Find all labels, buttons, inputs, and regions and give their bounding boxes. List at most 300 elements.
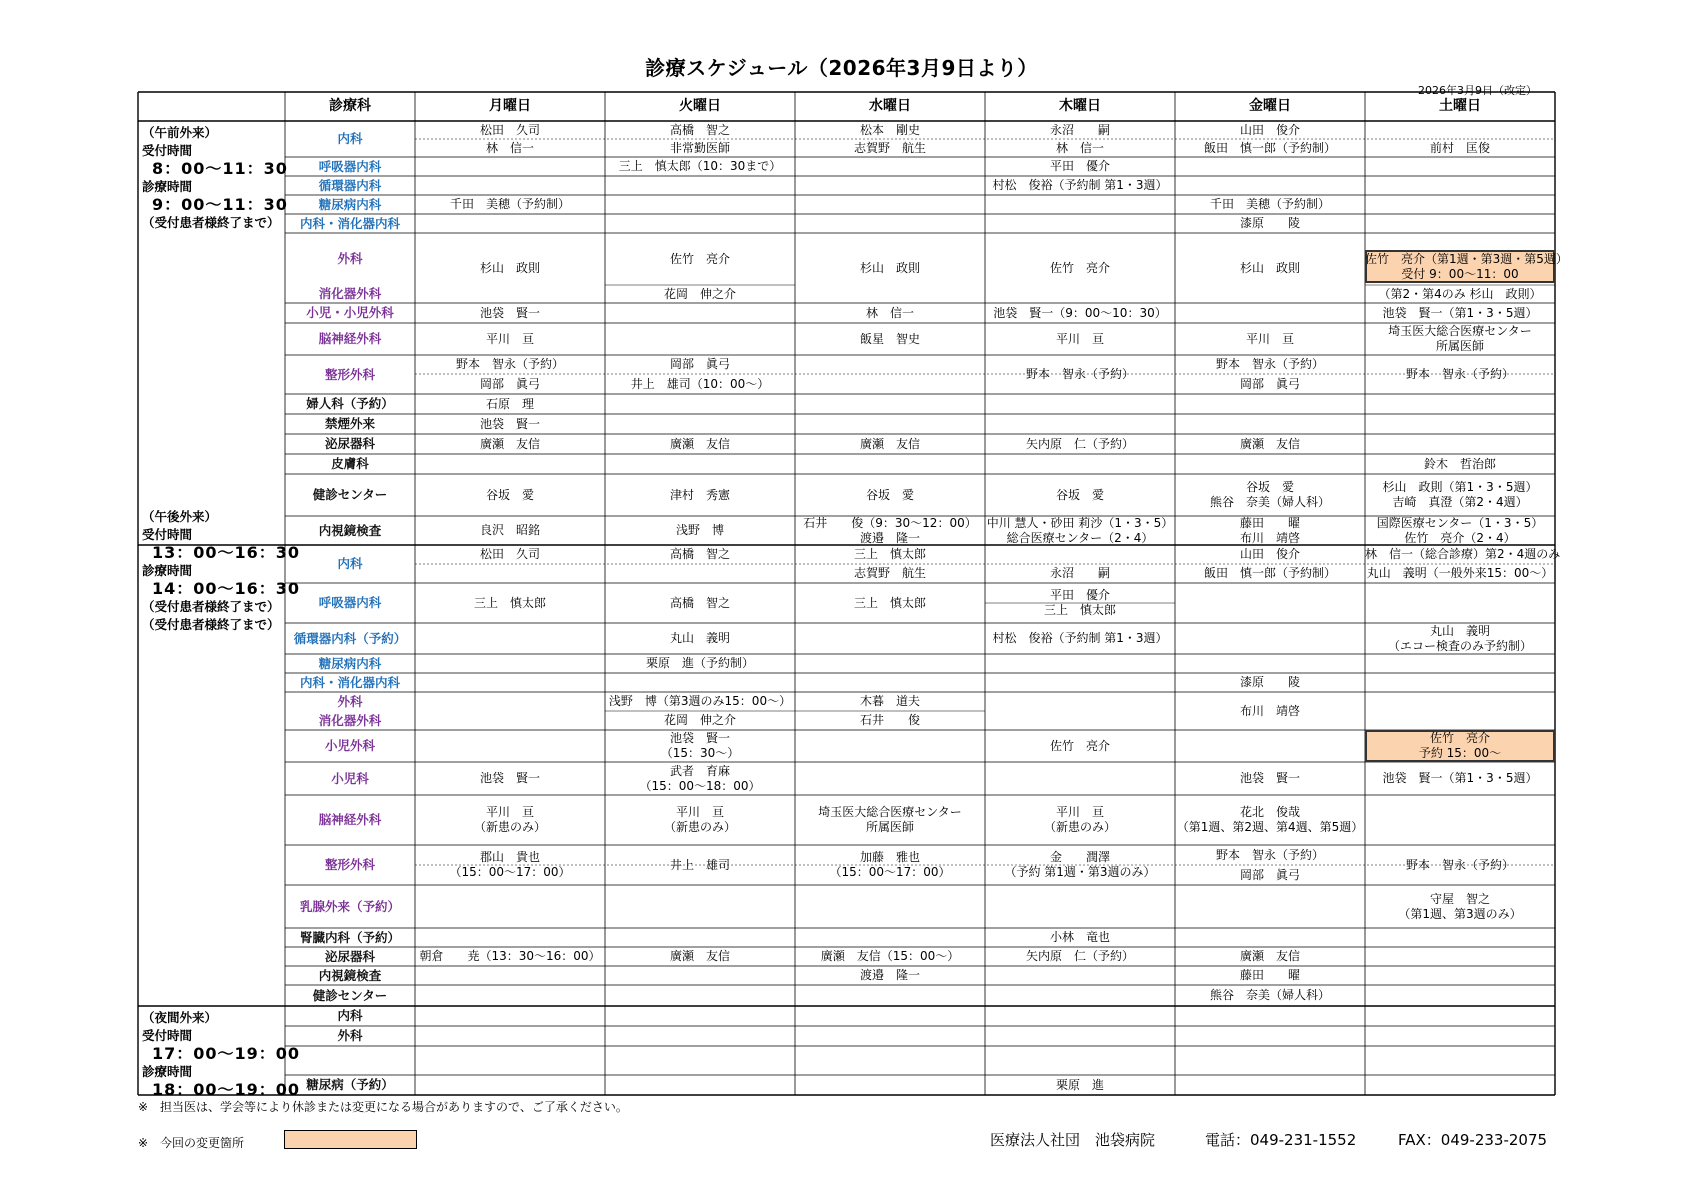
doctor-name: 千田 美穂（予約制）: [449, 197, 570, 211]
department-label: [285, 885, 415, 928]
doctor-name: 国際医療センター（1・3・5）: [1376, 515, 1544, 530]
doctor-cell: [985, 947, 1175, 966]
doctor-name: 矢内原 仁（予約）: [1025, 436, 1134, 451]
doctor-cell: [1175, 545, 1365, 564]
doctor-name: 野本 智永（予約）: [1405, 857, 1514, 872]
doctor-cell: [415, 673, 605, 692]
doctor-cell: [415, 545, 605, 564]
doctor-cell: [415, 195, 605, 214]
doctor-cell: [985, 928, 1175, 947]
doctor-name: 石井 俊: [859, 713, 920, 727]
session-line: 受付時間: [142, 527, 193, 542]
doctor-cell: [1175, 1026, 1365, 1046]
doctor-cell: [415, 303, 605, 323]
doctor-cell: [795, 762, 985, 795]
department-name: 乳腺外来（予約）: [299, 898, 400, 914]
doctor-cell: [1365, 564, 1555, 583]
department-label: [285, 121, 415, 157]
doctor-cell: [415, 394, 605, 414]
doctor-name: 廣瀬 友信: [669, 949, 730, 963]
department-name: 整形外科: [324, 857, 375, 872]
department-name: 整形外科: [324, 366, 375, 382]
department-label: [285, 545, 415, 583]
doctor-cell: [985, 195, 1175, 214]
doctor-name: 杉山 政則: [859, 260, 920, 275]
department-name: 循環器内科: [318, 177, 382, 193]
doctor-name: 三上 慎太郎（10：30まで）: [618, 159, 782, 173]
doctor-name: 岡部 眞弓: [1239, 376, 1300, 391]
doctor-cell: [605, 121, 795, 139]
column-header-day: [1175, 92, 1365, 121]
doctor-name: 鈴木 哲治郎: [1423, 456, 1496, 471]
doctor-cell: [1175, 1006, 1365, 1026]
doctor-cell: [1365, 285, 1555, 303]
doctor-cell: [415, 454, 605, 474]
session-line: （受付患者様終了まで）: [142, 599, 280, 614]
doctor-name: 佐竹 亮介（第1週・第3週・第5週）: [1365, 251, 1568, 266]
doctor-cell: [605, 474, 795, 516]
doctor-name: 佐竹 亮介（2・4）: [1404, 530, 1516, 545]
doctor-cell: [795, 966, 985, 985]
doctor-cell: [985, 1026, 1175, 1046]
doctor-name: 浅野 博（第3週のみ15：00～）: [608, 694, 792, 708]
department-label: [285, 394, 415, 414]
doctor-cell: [605, 434, 795, 454]
doctor-name: 加藤 雅也: [859, 850, 920, 864]
doctor-name: 野本 智永（予約）: [1215, 357, 1324, 371]
doctor-cell: [985, 623, 1175, 654]
department-label: [285, 730, 415, 762]
doctor-cell: [985, 795, 1175, 845]
department-name: 泌尿器科: [324, 948, 375, 964]
doctor-cell: [1365, 795, 1555, 845]
department-label: [285, 233, 415, 285]
doctor-cell: [605, 195, 795, 214]
session-line: 9：00～11：30: [152, 195, 288, 214]
doctor-name: 廣瀬 友信: [479, 436, 540, 451]
department-name: 消化器外科: [318, 712, 382, 728]
changed-schedule-cell: [1365, 250, 1568, 283]
doctor-cell: [1365, 845, 1555, 885]
department-label: [285, 795, 415, 845]
department-label: [285, 414, 415, 434]
session-line: 診療時間: [142, 1064, 193, 1079]
doctor-name: 井上 雄司: [669, 857, 730, 872]
doctor-cell: [605, 545, 795, 564]
department-name: 小児科: [331, 770, 369, 786]
doctor-name: 池袋 賢一（第1・3・5週）: [1382, 771, 1538, 785]
doctor-cell: [415, 947, 605, 966]
doctor-cell: [605, 1075, 795, 1095]
doctor-cell: [1175, 673, 1365, 692]
doctor-cell: [1175, 583, 1365, 623]
header-label: 診療科: [329, 98, 371, 114]
doctor-name: 山田 俊介: [1239, 122, 1300, 137]
department-name: 健診センター: [312, 487, 388, 502]
department-label: [285, 214, 415, 233]
doctor-name: 千田 美穂（予約制）: [1209, 197, 1330, 211]
doctor-cell: [795, 692, 985, 711]
doctor-name: （予約 第1週・第3週のみ）: [1004, 865, 1156, 879]
session-line: 受付時間: [142, 143, 193, 158]
doctor-cell: [985, 966, 1175, 985]
doctor-cell: [415, 795, 605, 845]
department-label: [285, 845, 415, 885]
doctor-name: 浅野 博: [675, 523, 724, 537]
doctor-cell: [605, 303, 795, 323]
doctor-cell: [415, 928, 605, 947]
doctor-name: 所属医師: [1435, 339, 1484, 353]
doctor-cell: [795, 564, 985, 583]
doctor-cell: [605, 673, 795, 692]
department-name: 小児外科: [324, 738, 375, 753]
doctor-cell: [795, 545, 985, 564]
doctor-cell: [795, 583, 985, 623]
doctor-name: 漆原 陵: [1239, 216, 1300, 230]
department-label: [285, 673, 415, 692]
doctor-name: 予約 15：00～: [1418, 746, 1502, 760]
doctor-name: 池袋 賢一（9：00～10：30）: [993, 305, 1167, 320]
doctor-cell: [605, 139, 795, 157]
doctor-cell: [985, 394, 1175, 414]
doctor-name: 矢内原 仁（予約）: [1025, 949, 1134, 963]
doctor-cell: [985, 730, 1175, 762]
header-label: 月曜日: [489, 98, 531, 114]
doctor-cell: [415, 985, 605, 1006]
department-name: 呼吸器内科: [318, 158, 382, 174]
doctor-cell: [985, 157, 1175, 176]
doctor-cell: [1365, 545, 1561, 564]
department-name: 外科: [337, 1028, 363, 1043]
doctor-cell: [1175, 394, 1365, 414]
doctor-name: 藤田 曜: [1239, 968, 1300, 982]
doctor-name: 池袋 賢一: [1239, 771, 1300, 785]
doctor-name: 谷坂 愛: [485, 487, 534, 502]
header-label: 木曜日: [1059, 98, 1101, 114]
doctor-name: 武者 育麻: [669, 763, 730, 778]
doctor-name: 杉山 政則: [479, 260, 540, 275]
doctor-cell: [415, 233, 605, 303]
doctor-cell: [1365, 1075, 1555, 1095]
doctor-name: 廣瀬 友信: [669, 436, 730, 451]
phone-number: 電話：049-231-1552: [1205, 1131, 1357, 1149]
doctor-cell: [1175, 454, 1365, 474]
doctor-cell: [985, 414, 1175, 434]
doctor-name: 朝倉 尭（13：30～16：00）: [419, 949, 601, 963]
doctor-cell: [795, 323, 985, 355]
doctor-cell: [415, 157, 605, 176]
doctor-name: 受付 9：00～11：00: [1401, 266, 1519, 281]
fax-number: FAX：049-233-2075: [1398, 1131, 1548, 1149]
doctor-name: 岡部 眞弓: [479, 376, 540, 391]
doctor-cell: [605, 157, 795, 176]
department-label: [285, 355, 415, 394]
department-name: 内視鏡検査: [318, 522, 382, 538]
disclaimer-note: ※ 担当医は、学会等により休診または変更になる場合がありますので、ご了承ください。: [138, 1100, 628, 1114]
session-line: 14：00～16：30: [152, 579, 301, 598]
doctor-cell: [605, 692, 795, 711]
doctor-cell: [415, 583, 605, 623]
doctor-cell: [1175, 233, 1365, 303]
doctor-cell: [605, 1006, 795, 1026]
session-line: 8：00～11：30: [152, 159, 288, 178]
doctor-cell: [1365, 1026, 1555, 1046]
doctor-cell: [415, 323, 605, 355]
doctor-cell: [795, 214, 985, 233]
doctor-name: 平川 亘: [1055, 331, 1104, 346]
doctor-cell: [795, 414, 985, 434]
department-name: 外科: [337, 251, 363, 266]
doctor-cell: [415, 214, 605, 233]
doctor-cell: [415, 139, 605, 157]
doctor-cell: [1175, 654, 1365, 673]
doctor-cell: [1175, 885, 1365, 928]
doctor-cell: [1365, 583, 1555, 623]
doctor-name: 飯田 慎一郎（予約制）: [1203, 140, 1336, 155]
doctor-cell: [1365, 454, 1555, 474]
doctor-cell: [795, 928, 985, 947]
department-name: 外科: [337, 693, 363, 709]
doctor-cell: [795, 394, 985, 414]
doctor-cell: [985, 583, 1175, 623]
doctor-cell: [795, 139, 985, 157]
department-name: 腎臓内科（予約）: [299, 929, 400, 945]
department-name: 消化器外科: [318, 286, 382, 301]
doctor-name: 石井 俊（9：30～12：00）: [803, 515, 977, 530]
department-name: 呼吸器内科: [318, 595, 382, 610]
hospital-name: 医療法人社団 池袋病院: [990, 1131, 1156, 1149]
doctor-cell: [1175, 845, 1365, 865]
department-label: [285, 1075, 415, 1095]
department-name: 内視鏡検査: [318, 967, 382, 983]
doctor-cell: [1365, 516, 1555, 545]
doctor-name: 埼玉医大総合医療センター: [1388, 324, 1532, 338]
department-name: 内科・消化器内科: [299, 674, 400, 690]
doctor-name: 池袋 賢一（第1・3・5週）: [1382, 305, 1538, 320]
doctor-name: 池袋 賢一: [479, 416, 540, 431]
doctor-name: 丸山 義明: [669, 631, 730, 645]
doctor-name: 井上 雄司（10：00～）: [630, 376, 770, 391]
doctor-name: 漆原 陵: [1239, 675, 1300, 689]
doctor-cell: [1365, 885, 1555, 928]
doctor-cell: [1175, 865, 1365, 885]
doctor-name: 野本 智永（予約）: [1215, 847, 1324, 862]
doctor-cell: [1175, 928, 1365, 947]
doctor-cell: [605, 1026, 795, 1046]
doctor-cell: [795, 233, 985, 303]
doctor-cell: [1365, 654, 1555, 673]
doctor-name: 郡山 貴也: [479, 850, 540, 864]
doctor-cell: [1175, 214, 1365, 233]
doctor-cell: [605, 355, 795, 374]
doctor-cell: [415, 1026, 605, 1046]
doctor-cell: [605, 845, 795, 885]
doctor-name: 熊谷 奈美（婦人科）: [1209, 495, 1330, 509]
doctor-cell: [605, 730, 795, 762]
doctor-name: 岡部 眞弓: [669, 357, 730, 371]
doctor-cell: [1365, 985, 1555, 1006]
doctor-cell: [1365, 157, 1555, 176]
morning-session-info: [138, 124, 288, 244]
doctor-cell: [795, 730, 985, 762]
doctor-name: （15：00～17：00）: [829, 865, 951, 879]
doctor-cell: [985, 1006, 1175, 1026]
doctor-name: （第1週、第3週のみ）: [1398, 906, 1522, 921]
doctor-name: 守屋 智之: [1429, 891, 1490, 906]
doctor-name: 高橋 智之: [669, 547, 730, 561]
doctor-cell: [985, 139, 1175, 157]
doctor-name: 総合医療センター（2・4）: [1006, 530, 1154, 545]
doctor-cell: [1365, 947, 1555, 966]
doctor-cell: [795, 355, 985, 394]
doctor-cell: [795, 885, 985, 928]
changed-schedule-cell: [1365, 730, 1555, 762]
doctor-name: 中川 慧人・砂田 莉沙（1・3・5）: [986, 515, 1174, 530]
doctor-cell: [605, 516, 795, 545]
doctor-cell: [985, 516, 1175, 545]
doctor-cell: [795, 121, 985, 139]
doctor-name: 村松 俊裕（予約制 第1・3週）: [992, 178, 1168, 192]
doctor-name: 佐竹 亮介: [1429, 731, 1490, 745]
doctor-cell: [985, 121, 1175, 139]
doctor-name: 永沼 嗣: [1049, 122, 1110, 137]
doctor-cell: [985, 545, 1175, 564]
doctor-cell: [795, 947, 985, 966]
doctor-cell: [1175, 985, 1365, 1006]
doctor-cell: [415, 730, 605, 762]
doctor-cell: [415, 845, 605, 885]
doctor-name: （エコー検査のみ予約制）: [1387, 638, 1532, 653]
doctor-cell: [605, 214, 795, 233]
doctor-name: 花北 俊哉: [1239, 805, 1300, 819]
doctor-name: 平川 亘: [675, 805, 724, 819]
doctor-cell: [605, 374, 795, 394]
session-line: 診療時間: [142, 563, 193, 578]
doctor-cell: [605, 711, 795, 730]
doctor-cell: [1365, 195, 1555, 214]
doctor-name: 池袋 賢一: [669, 731, 730, 745]
doctor-name: 佐竹 亮介: [1049, 738, 1110, 753]
doctor-cell: [605, 454, 795, 474]
doctor-cell: [1365, 355, 1555, 394]
doctor-name: 熊谷 奈美（婦人科）: [1209, 988, 1330, 1002]
doctor-cell: [605, 966, 795, 985]
doctor-cell: [1175, 623, 1365, 654]
doctor-cell: [1365, 214, 1555, 233]
doctor-name: 高橋 智之: [669, 122, 730, 137]
doctor-cell: [1365, 303, 1555, 323]
department-label: [285, 985, 415, 1006]
department-label: [285, 1026, 415, 1046]
department-name: 内科: [337, 556, 363, 571]
doctor-cell: [415, 414, 605, 434]
doctor-cell: [1365, 673, 1555, 692]
doctor-name: 林 信一: [485, 140, 534, 155]
doctor-name: 布川 靖啓: [1239, 530, 1300, 545]
doctor-cell: [1175, 303, 1365, 323]
column-header-day: [1365, 92, 1555, 121]
department-label: [285, 434, 415, 454]
doctor-cell: [1365, 434, 1555, 454]
doctor-cell: [1365, 139, 1555, 157]
doctor-name: 非常勤医師: [669, 140, 730, 155]
doctor-cell: [795, 711, 985, 730]
doctor-name: 野本 智永（予約）: [1025, 367, 1134, 381]
doctor-name: 野本 智永（予約）: [1405, 367, 1514, 381]
doctor-name: 所属医師: [865, 820, 914, 834]
doctor-cell: [415, 885, 605, 928]
session-line: （受付患者様終了まで）: [142, 215, 280, 230]
department-label: [285, 692, 415, 711]
department-label: [285, 176, 415, 195]
doctor-cell: [985, 176, 1175, 195]
doctor-name: （新患のみ）: [473, 820, 546, 834]
doctor-cell: [605, 564, 795, 583]
department-name: 内科: [337, 131, 363, 146]
doctor-cell: [985, 1075, 1175, 1095]
doctor-name: 佐竹 亮介: [1049, 260, 1110, 275]
doctor-cell: [1175, 157, 1365, 176]
doctor-cell: [985, 323, 1175, 355]
doctor-cell: [795, 985, 985, 1006]
session-line: 受付時間: [142, 1028, 193, 1043]
doctor-name: 三上 慎太郎: [1043, 603, 1116, 617]
doctor-cell: [795, 1006, 985, 1026]
doctor-cell: [1365, 966, 1555, 985]
doctor-name: 谷坂 愛: [1055, 487, 1104, 502]
doctor-cell: [1365, 414, 1555, 434]
column-header-day: [795, 92, 985, 121]
header-label: 水曜日: [869, 98, 911, 114]
doctor-cell: [795, 654, 985, 673]
doctor-name: 廣瀬 友信（15：00～）: [820, 949, 960, 963]
doctor-name: 栗原 進（予約制）: [645, 656, 754, 670]
doctor-cell: [605, 323, 795, 355]
department-label: [285, 516, 415, 545]
doctor-cell: [985, 434, 1175, 454]
doctor-name: 金 潤澤: [1049, 850, 1110, 864]
doctor-name: 平田 優介: [1049, 159, 1110, 173]
column-header-day: [985, 92, 1175, 121]
department-name: 内科: [337, 1008, 363, 1023]
doctor-name: 廣瀬 友信: [1239, 436, 1300, 451]
legend-label: ※ 今回の変更箇所: [138, 1136, 245, 1150]
doctor-cell: [605, 762, 795, 795]
doctor-cell: [1175, 1075, 1365, 1095]
department-name: 内科・消化器内科: [299, 215, 400, 231]
department-label: [285, 654, 415, 673]
doctor-name: 林 信一: [865, 305, 914, 320]
doctor-cell: [415, 474, 605, 516]
doctor-cell: [415, 121, 605, 139]
department-label: [285, 303, 415, 323]
doctor-name: 廣瀬 友信: [859, 436, 920, 451]
doctor-cell: [985, 985, 1175, 1006]
doctor-cell: [605, 928, 795, 947]
department-label: [285, 947, 415, 966]
doctor-name: 池袋 賢一: [479, 305, 540, 320]
doctor-name: 埼玉医大総合医療センター: [818, 805, 962, 819]
doctor-name: 前村 匡俊: [1429, 140, 1490, 155]
department-name: 皮膚科: [331, 456, 369, 471]
doctor-cell: [985, 474, 1175, 516]
page-title: 診療スケジュール（2026年3月9日より）: [645, 56, 1038, 80]
column-header-department: [285, 92, 415, 121]
doctor-cell: [795, 845, 985, 885]
doctor-cell: [1175, 434, 1365, 454]
department-name: 脳神経外科: [318, 331, 382, 346]
doctor-cell: [605, 176, 795, 195]
